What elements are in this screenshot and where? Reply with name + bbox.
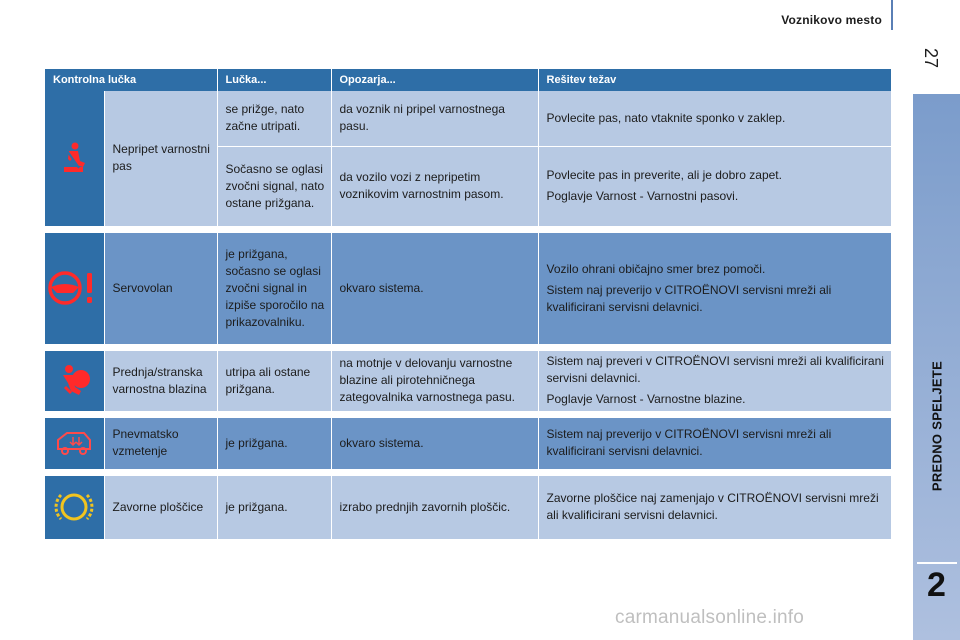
table-row [45, 233, 891, 345]
lamp-fix [538, 146, 891, 226]
lamp-status: se prižge, nato začne utripati. [217, 91, 331, 146]
lamp-warns: da vozilo vozi z nepripetim voznikovim varnostnim pasom. [331, 146, 538, 226]
lamp-status: je prižgana. [217, 418, 331, 470]
lamp-warns: da voznik ni pripel varnostnega pasu. [331, 91, 538, 146]
side-tab-label: PREDNO SPELJETE [929, 360, 944, 492]
lamp-name: Pnevmatsko vzmetenje [104, 418, 217, 470]
fix-text: Zavorne ploščice naj zamenjajo v CITROËNOVI servisni mreži ali kvalificirani servisni delavnici. [546, 491, 879, 523]
table-row [45, 476, 891, 539]
fix-text: Povlecite pas, nato vtaknite sponko v zaklep. [546, 110, 786, 125]
airbag-warning-icon [45, 351, 104, 411]
header-rule [891, 0, 893, 30]
side-tab-label-wrap [913, 356, 960, 496]
fix-text: Sistem naj preverijo v CITROËNOVI servisni mreži ali kvalificirani servisni delavnici. [546, 282, 832, 314]
fix-text: Povlecite pas in preverite, ali je dobro zapet. [546, 168, 782, 182]
fix-text: Poglavje Varnost - Varnostne blazine. [546, 392, 746, 407]
lamp-warns: okvaro sistema. [331, 418, 538, 470]
lamp-name: Zavorne ploščice [104, 476, 217, 539]
lamp-fix [538, 476, 891, 539]
side-tab-divider [917, 562, 957, 564]
fix-text: Poglavje Varnost - Varnostni pasovi. [546, 189, 739, 203]
lamp-name: Nepripet varnostni pas [104, 91, 217, 226]
watermark: carmanualsonline.info [615, 607, 805, 628]
brake-pad-wear-icon [45, 476, 104, 539]
seatbelt-warning-icon [45, 91, 104, 226]
lamp-status: je prižgana, sočasno se oglasi zvočni signal in izpiše sporočilo na prikazovalniku. [217, 233, 331, 345]
table-row [45, 351, 891, 411]
side-tab [913, 94, 960, 640]
column-header-fix: Rešitev težav [538, 69, 891, 91]
lamp-warns: okvaro sistema. [331, 233, 538, 345]
header-title: Voznikovo mesto [781, 13, 882, 27]
table-row [45, 418, 891, 470]
lamp-status: je prižgana. [217, 476, 331, 539]
chapter-number: 2 [927, 566, 946, 604]
lamp-status: Sočasno se oglasi zvočni signal, nato ostane prižgana. [217, 146, 331, 226]
power-steering-warning-icon [45, 233, 104, 345]
lamp-name: Prednja/stranska varnostna blazina [104, 351, 217, 411]
table-row [45, 91, 891, 146]
lamp-name: Servovolan [104, 233, 217, 345]
lamp-warns: izrabo prednjih zavornih ploščic. [331, 476, 538, 539]
table-header-row [45, 69, 891, 91]
lamp-fix [538, 233, 891, 345]
fix-text: Sistem naj preveri v CITROËNOVI servisni mreži ali kvalificirani servisni delavnici. [546, 354, 884, 386]
lamp-fix [538, 418, 891, 470]
column-header-lamp: Kontrolna lučka [45, 69, 217, 91]
fix-text: Vozilo ohrani običajno smer brez pomoči. [546, 261, 766, 276]
lamp-fix [538, 351, 891, 411]
air-suspension-warning-icon [45, 418, 104, 470]
fix-text: Sistem naj preverijo v CITROËNOVI servisni mreži ali kvalificirani servisni delavnici. [546, 427, 832, 459]
page-number: 27 [921, 47, 941, 69]
column-header-status: Lučka... [217, 69, 331, 91]
column-header-warns: Opozarja... [331, 69, 538, 91]
warning-lights-table [45, 69, 892, 540]
lamp-warns: na motnje v delovanju varnostne blazine ali pirotehničnega zategovalnika varnostnega pasu. [331, 351, 538, 411]
lamp-fix [538, 91, 891, 146]
lamp-status: utripa ali ostane prižgana. [217, 351, 331, 411]
